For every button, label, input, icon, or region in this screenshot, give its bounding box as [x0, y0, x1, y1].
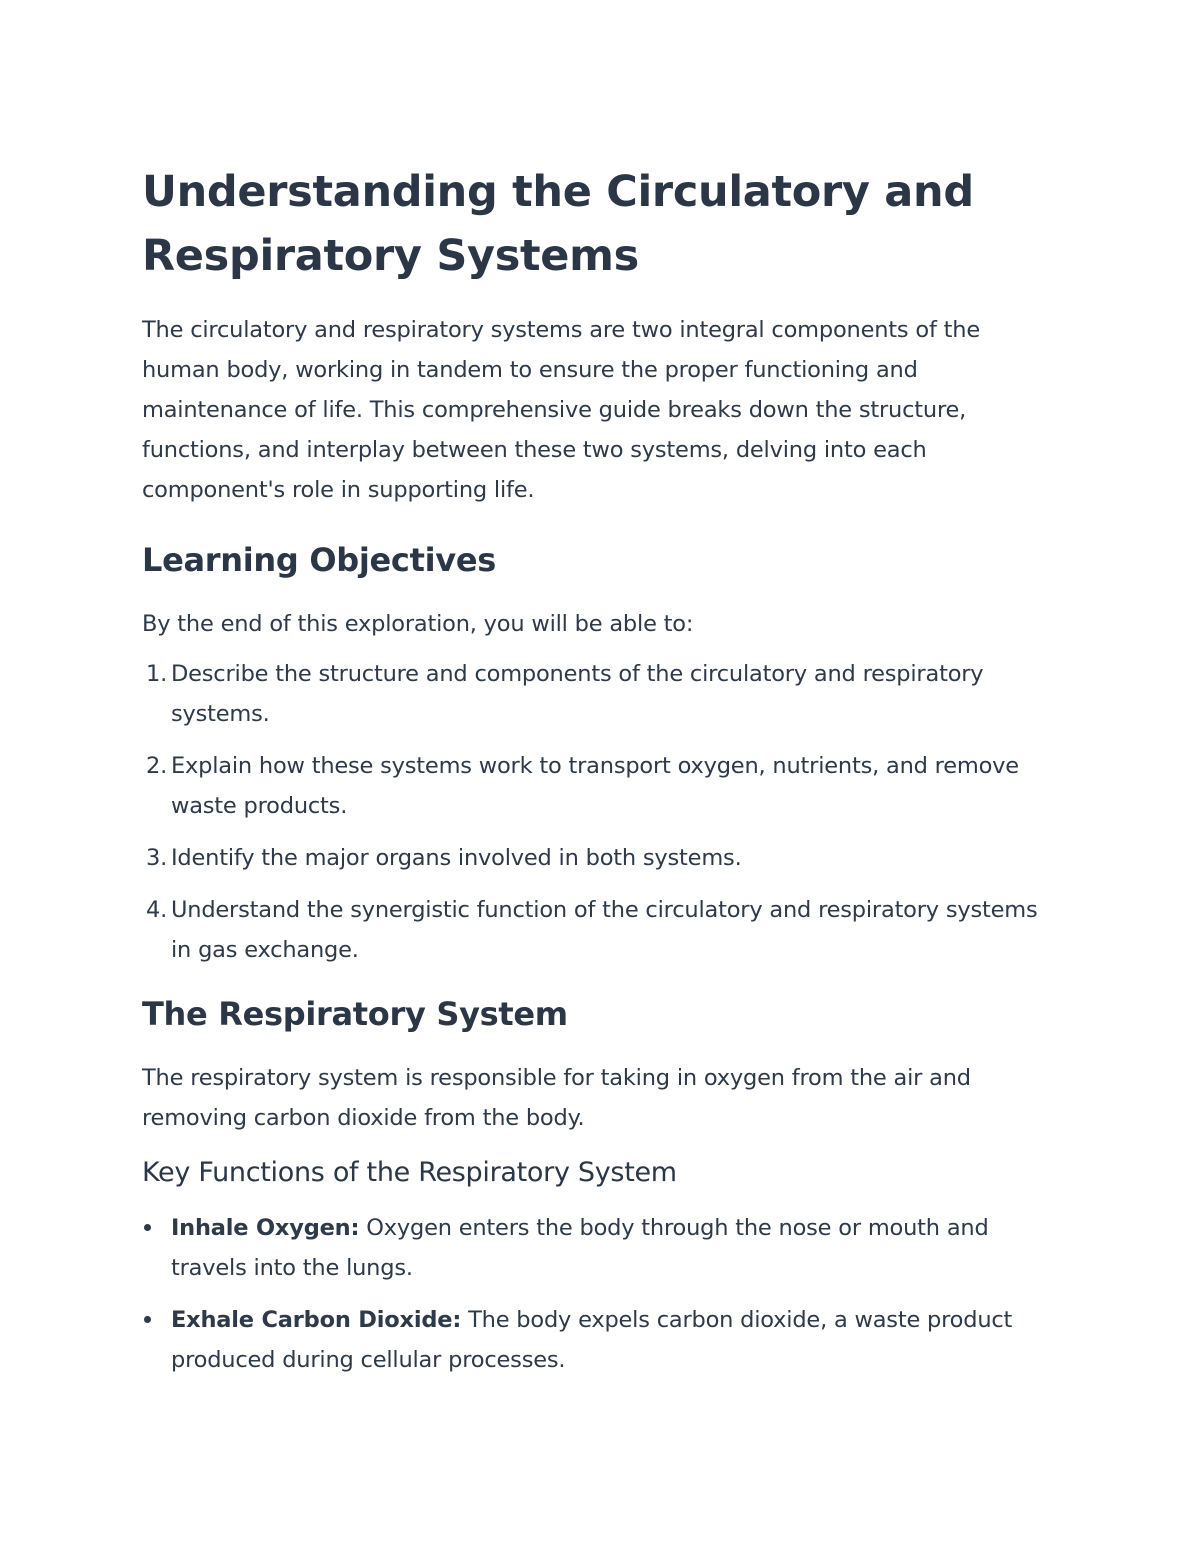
list-item-text: Describe the structure and components of the circulatory and respiratory systems.: [171, 661, 984, 727]
list-item-text: Identify the major organs involved in both systems.: [171, 845, 742, 871]
learning-objectives-heading: Learning Objectives: [142, 541, 496, 579]
list-item-number: 4.: [146, 897, 168, 923]
function-term: Exhale Carbon Dioxide:: [171, 1307, 462, 1333]
respiratory-system-heading: The Respiratory System: [142, 995, 568, 1033]
function-term: Inhale Oxygen:: [171, 1215, 360, 1241]
objectives-list: [142, 654, 1062, 970]
bullet-icon: [144, 1224, 151, 1231]
page-title: Understanding the Circulatory and Respiratory Systems: [142, 167, 974, 281]
function-text: Oxygen enters the body through the nose or mouth and travels into the lungs.: [171, 1215, 989, 1281]
list-item-number: 3.: [146, 845, 168, 871]
list-item: [142, 890, 1062, 970]
list-item: [142, 1208, 1062, 1288]
list-item-number: 1.: [146, 661, 168, 687]
key-functions-heading: Key Functions of the Respiratory System: [142, 1157, 677, 1188]
function-text: The body expels carbon dioxide, a waste product produced during cellular processes.: [171, 1307, 1013, 1373]
respiratory-description: The respiratory system is responsible for taking in oxygen from the air and removing carbon dioxide from the body.: [142, 1065, 971, 1131]
objectives-lead: By the end of this exploration, you will be able to:: [142, 611, 694, 637]
list-item: [142, 1300, 1062, 1380]
list-item: [142, 746, 1062, 826]
document-page: [142, 160, 1062, 1392]
list-item-number: 2.: [146, 753, 168, 779]
bullet-icon: [144, 1316, 151, 1323]
list-item: [142, 838, 1062, 878]
functions-list: [142, 1208, 1062, 1380]
list-item: [142, 654, 1062, 734]
list-item-text: Understand the synergistic function of the circulatory and respiratory systems in gas exchange.: [171, 897, 1038, 963]
intro-paragraph: The circulatory and respiratory systems are two integral components of the human body, working in tandem to ensure the proper functioning and maintenance of life. This comprehensive guide breaks down the structure, functions, and interplay between these two systems, delving into each component's role in supporting life.: [142, 317, 980, 503]
list-item-text: Explain how these systems work to transport oxygen, nutrients, and remove waste products.: [171, 753, 1019, 819]
